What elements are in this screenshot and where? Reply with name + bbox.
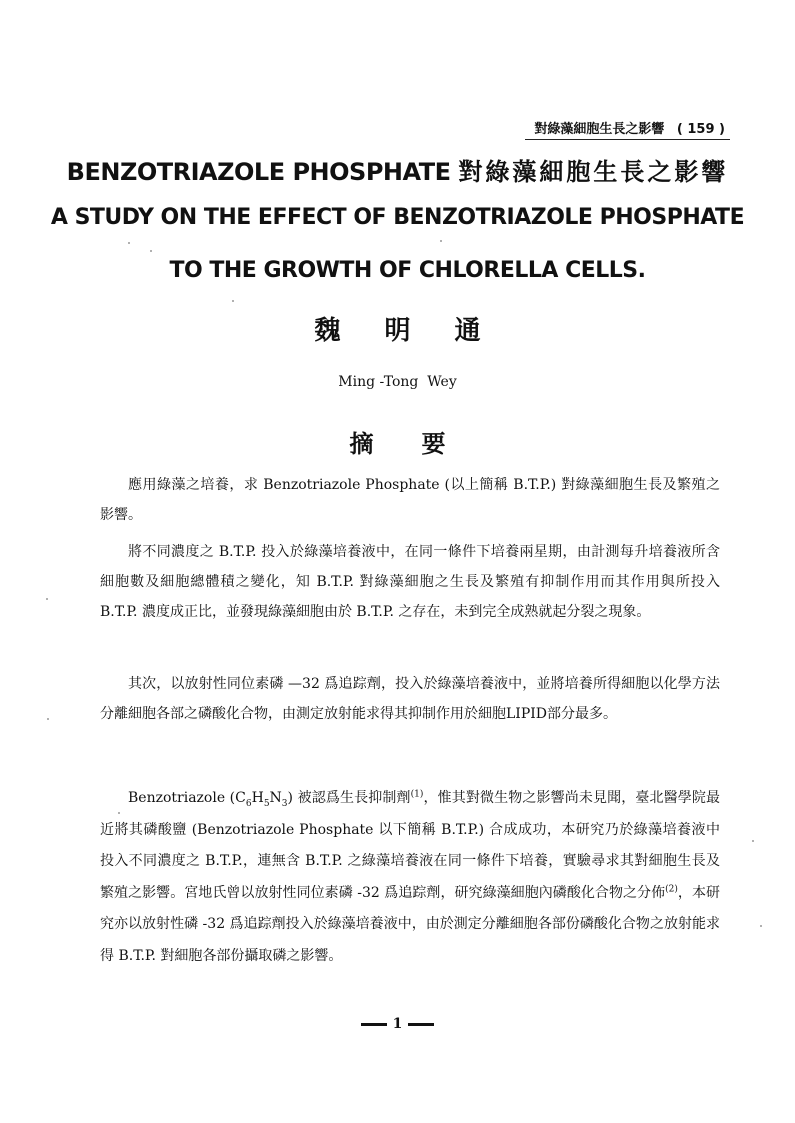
author-name-chinese: 魏明通	[314, 316, 525, 346]
page-number-dash-left	[361, 1023, 387, 1026]
title-line-1	[0, 152, 795, 187]
running-head-rule	[525, 139, 730, 140]
intro-text-1: ) 被認爲生長抑制劑	[287, 790, 411, 806]
title-chinese-part: 對綠藻細胞生長之影響	[458, 157, 729, 186]
abstract-paragraph-1: 應用綠藻之培養，求 Benzotriazole Phosphate (以上簡稱 B.T.P.) 對綠藻細胞生長及繁殖之影響。	[100, 477, 720, 523]
page-number	[0, 1016, 795, 1032]
formula-lead: Benzotriazole (C	[128, 790, 246, 806]
formula-nitrogen-count: 3	[281, 798, 288, 809]
running-head-page-number: ( 159 )	[676, 122, 725, 137]
formula-nitrogen: N	[269, 790, 282, 806]
scan-speck	[128, 242, 130, 244]
abstract-heading: 摘要	[349, 429, 494, 458]
page-number-dash-right	[408, 1023, 434, 1026]
title-english-part: BENZOTRIAZOLE PHOSPHATE	[66, 158, 451, 186]
scan-speck	[47, 718, 49, 720]
scan-speck	[440, 240, 442, 242]
reference-marker-1: (1)	[410, 789, 424, 800]
formula-hydrogen-count: 5	[263, 798, 270, 809]
abstract-paragraph-3: 其次，以放射性同位素磷 —32 爲追踪劑，投入於綠藻培養液中，並將培養所得細胞以化學方法分離細胞各部之磷酸化合物，由測定放射能求得其抑制作用於細胞LIPID部分最多。	[100, 676, 720, 722]
running-head	[534, 118, 725, 137]
author-name-english: Ming -Tong Wey	[338, 374, 457, 390]
abstract-paragraph-2: 將不同濃度之 B.T.P. 投入於綠藻培養液中，在同一條件下培養兩星期，由計測每升培養液所含細胞數及細胞總體積之變化，知 B.T.P. 對綠藻細胞之生長及繁殖有抑制作用而其作用與所投入 B.T.P. 濃度成正比，並發現綠藻細胞由於 B.T.P. 之存在，未到完全成熟就起分裂之現象。	[100, 544, 720, 620]
scan-speck	[760, 925, 762, 927]
scan-speck	[232, 300, 234, 302]
formula-hydrogen: H	[251, 790, 264, 806]
reference-marker-2: (2)	[665, 883, 678, 894]
title-line-3: TO THE GROWTH OF CHLORELLA CELLS.	[169, 258, 646, 283]
running-head-text: 對綠藻細胞生長之影響	[534, 122, 665, 137]
intro-paragraph	[100, 783, 720, 972]
scan-speck	[46, 598, 48, 600]
intro-text-3: ，本研究亦以放射性磷 -32 爲追踪劑投入於綠藻培養液中，由於測定分離細胞各部份磷酸化合物之放射能求得 B.T.P. 對細胞各部份攝取磷之影響。	[100, 884, 721, 964]
title-line-2: A STUDY ON THE EFFECT OF BENZOTRIAZOLE PHOSPHATE	[50, 205, 745, 230]
scan-speck	[150, 250, 152, 252]
intro-text-2: ，惟其對微生物之影響尚未見聞，臺北醫學院最近將其磷酸鹽 (Benzotriazole Phosphate 以下簡稱 B.T.P.) 合成成功，本研究乃於綠藻培養液中投入不同濃度之 B.T.P.，連無含 B.T.P. 之綠藻培養液在同一條件下培養，實驗尋求其對細胞生長及繁殖之影響。宮地氏曾以放射性同位素磷 -32 爲追踪劑，研究綠藻細胞內磷酸化合物之分佈	[100, 790, 720, 901]
formula-carbon-count: 6	[245, 798, 252, 809]
scan-speck	[752, 840, 754, 842]
scan-speck	[118, 812, 120, 814]
page-number-value: 1	[392, 1016, 403, 1032]
